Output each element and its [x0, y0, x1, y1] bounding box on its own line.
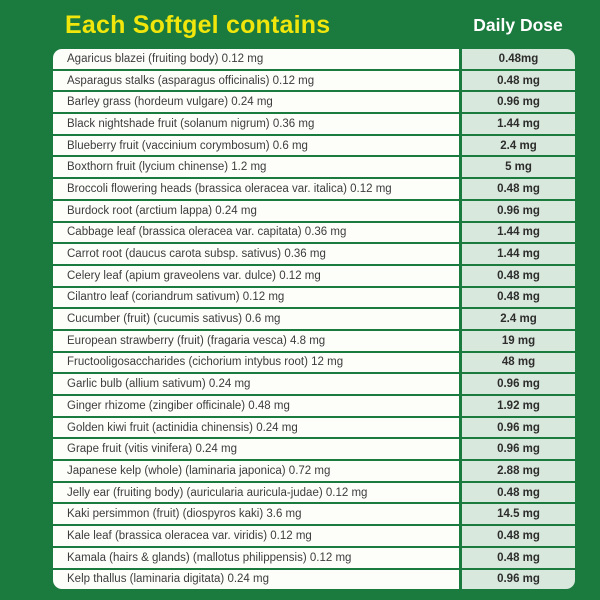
ingredient-name: Carrot root (daucus carota subsp. sativus) 0.36 mg	[53, 244, 459, 264]
table-row	[53, 309, 575, 329]
page-title: Each Softgel contains	[65, 11, 331, 39]
ingredient-name: European strawberry (fruit) (fragaria vesca) 4.8 mg	[53, 331, 459, 351]
table-row	[53, 504, 575, 524]
daily-dose-value: 14.5 mg	[462, 504, 575, 524]
ingredient-name: Golden kiwi fruit (actinidia chinensis) 0.24 mg	[53, 418, 459, 438]
ingredient-name: Cabbage leaf (brassica oleracea var. capitata) 0.36 mg	[53, 223, 459, 243]
daily-dose-value: 0.48 mg	[462, 548, 575, 568]
table-row	[53, 461, 575, 481]
daily-dose-value: 2.4 mg	[462, 136, 575, 156]
ingredient-name: Asparagus stalks (asparagus officinalis) 0.12 mg	[53, 71, 459, 91]
daily-dose-column-header: Daily Dose	[473, 15, 563, 35]
daily-dose-value: 2.88 mg	[462, 461, 575, 481]
daily-dose-value: 0.96 mg	[462, 439, 575, 459]
ingredient-name: Kale leaf (brassica oleracea var. viridis) 0.12 mg	[53, 526, 459, 546]
daily-dose-value: 1.44 mg	[462, 114, 575, 134]
daily-dose-value: 19 mg	[462, 331, 575, 351]
daily-dose-value: 2.4 mg	[462, 309, 575, 329]
table-row	[53, 157, 575, 177]
table-row	[53, 92, 575, 112]
table-row	[53, 201, 575, 221]
daily-dose-value: 0.48 mg	[462, 266, 575, 286]
table-row	[53, 331, 575, 351]
daily-dose-value: 1.44 mg	[462, 223, 575, 243]
table-row	[53, 353, 575, 373]
ingredient-name: Japanese kelp (whole) (laminaria japonica) 0.72 mg	[53, 461, 459, 481]
ingredient-name: Barley grass (hordeum vulgare) 0.24 mg	[53, 92, 459, 112]
daily-dose-value: 0.48mg	[462, 49, 575, 69]
table-row	[53, 136, 575, 156]
table-row	[53, 223, 575, 243]
ingredient-name: Jelly ear (fruiting body) (auricularia auricula-judae) 0.12 mg	[53, 483, 459, 503]
daily-dose-value: 1.44 mg	[462, 244, 575, 264]
table-row	[53, 179, 575, 199]
daily-dose-value: 0.48 mg	[462, 71, 575, 91]
ingredient-name: Cilantro leaf (coriandrum sativum) 0.12 mg	[53, 288, 459, 308]
table-row	[53, 71, 575, 91]
ingredient-name: Boxthorn fruit (lycium chinense) 1.2 mg	[53, 157, 459, 177]
daily-dose-value: 0.96 mg	[462, 418, 575, 438]
table-row	[53, 526, 575, 546]
daily-dose-value: 1.92 mg	[462, 396, 575, 416]
table-row	[53, 396, 575, 416]
ingredient-name: Kelp thallus (laminaria digitata) 0.24 mg	[53, 570, 459, 590]
ingredient-name: Agaricus blazei (fruiting body) 0.12 mg	[53, 49, 459, 69]
daily-dose-value: 0.48 mg	[462, 483, 575, 503]
ingredient-name: Ginger rhizome (zingiber officinale) 0.48 mg	[53, 396, 459, 416]
table-row	[53, 288, 575, 308]
table-row	[53, 244, 575, 264]
daily-dose-value: 0.48 mg	[462, 526, 575, 546]
daily-dose-value: 0.96 mg	[462, 92, 575, 112]
daily-dose-value: 0.96 mg	[462, 374, 575, 394]
table-row	[53, 266, 575, 286]
daily-dose-value: 0.96 mg	[462, 570, 575, 590]
table-row	[53, 483, 575, 503]
ingredient-name: Black nightshade fruit (solanum nigrum) 0.36 mg	[53, 114, 459, 134]
ingredient-name: Broccoli flowering heads (brassica oleracea var. italica) 0.12 mg	[53, 179, 459, 199]
ingredient-name: Cucumber (fruit) (cucumis sativus) 0.6 mg	[53, 309, 459, 329]
ingredient-name: Kamala (hairs & glands) (mallotus philippensis) 0.12 mg	[53, 548, 459, 568]
daily-dose-value: 0.96 mg	[462, 201, 575, 221]
table-row	[53, 570, 575, 590]
table-row	[53, 548, 575, 568]
table-row	[53, 418, 575, 438]
table-header	[0, 0, 600, 42]
ingredient-name: Blueberry fruit (vaccinium corymbosum) 0.6 mg	[53, 136, 459, 156]
ingredient-name: Kaki persimmon (fruit) (diospyros kaki) 3.6 mg	[53, 504, 459, 524]
table-row	[53, 439, 575, 459]
daily-dose-value: 0.48 mg	[462, 179, 575, 199]
ingredient-name: Celery leaf (apium graveolens var. dulce) 0.12 mg	[53, 266, 459, 286]
table-row	[53, 114, 575, 134]
table-row	[53, 49, 575, 69]
ingredient-name: Grape fruit (vitis vinifera) 0.24 mg	[53, 439, 459, 459]
ingredient-name: Fructooligosaccharides (cichorium intybus root) 12 mg	[53, 353, 459, 373]
ingredient-name: Burdock root (arctium lappa) 0.24 mg	[53, 201, 459, 221]
daily-dose-value: 48 mg	[462, 353, 575, 373]
daily-dose-value: 0.48 mg	[462, 288, 575, 308]
ingredient-name: Garlic bulb (allium sativum) 0.24 mg	[53, 374, 459, 394]
daily-dose-value: 5 mg	[462, 157, 575, 177]
table-row	[53, 374, 575, 394]
ingredients-table	[53, 49, 575, 589]
